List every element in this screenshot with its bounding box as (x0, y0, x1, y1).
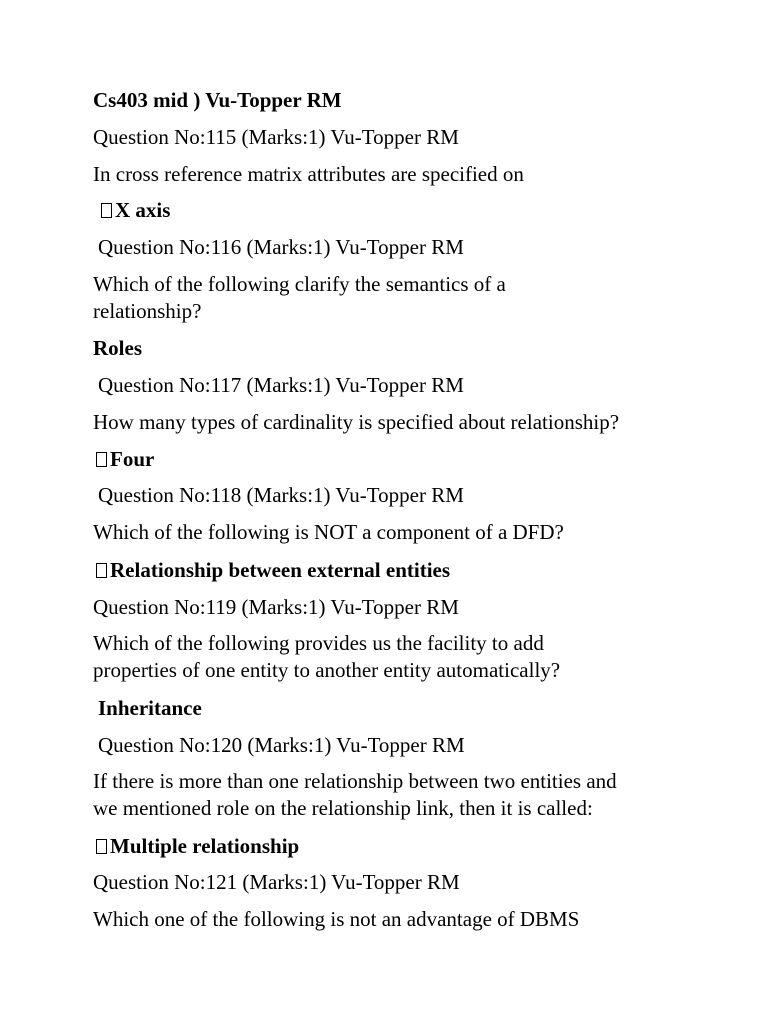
question-115-text: In cross reference matrix attributes are specified on (93, 162, 524, 186)
question-116-header: Question No:116 (Marks:1) Vu-Topper RM (98, 235, 464, 259)
question-116-text-line1: Which of the following clarify the semantics of a (93, 272, 506, 296)
document-title: Cs403 mid ) Vu-Topper RM (93, 88, 342, 112)
checkbox-glyph-icon (96, 563, 107, 578)
answer-119: Inheritance (98, 696, 202, 720)
checkbox-glyph-icon (101, 203, 112, 218)
question-119-header: Question No:119 (Marks:1) Vu-Topper RM (93, 595, 459, 619)
question-115-header: Question No:115 (Marks:1) Vu-Topper RM (93, 125, 459, 149)
question-118-header: Question No:118 (Marks:1) Vu-Topper RM (98, 483, 464, 507)
checkbox-glyph-icon (96, 452, 107, 467)
question-117-text: How many types of cardinality is specified about relationship? (93, 410, 620, 434)
answer-118 (96, 557, 450, 584)
question-118-text: Which of the following is NOT a component of a DFD? (93, 520, 564, 544)
answer-120-label: Multiple relationship (110, 834, 300, 858)
checkbox-glyph-icon (96, 839, 107, 854)
answer-117 (96, 446, 154, 473)
question-120-text-line2: we mentioned role on the relationship link, then it is called: (93, 796, 593, 820)
question-116-text-line2: relationship? (93, 299, 202, 323)
question-120-header: Question No:120 (Marks:1) Vu-Topper RM (98, 733, 465, 757)
answer-117-label: Four (110, 447, 155, 471)
question-121-header: Question No:121 (Marks:1) Vu-Topper RM (93, 870, 460, 894)
question-121-text: Which one of the following is not an advantage of DBMS (93, 907, 580, 931)
answer-115 (101, 197, 170, 224)
answer-115-label: X axis (115, 198, 171, 222)
answer-118-label: Relationship between external entities (110, 558, 451, 582)
question-117-header: Question No:117 (Marks:1) Vu-Topper RM (98, 373, 464, 397)
question-119-text-line1: Which of the following provides us the facility to add (93, 631, 544, 655)
question-119-text-line2: properties of one entity to another entity automatically? (93, 658, 561, 682)
answer-116: Roles (93, 336, 142, 360)
answer-120 (96, 833, 299, 860)
question-120-text-line1: If there is more than one relationship between two entities and (93, 769, 617, 793)
